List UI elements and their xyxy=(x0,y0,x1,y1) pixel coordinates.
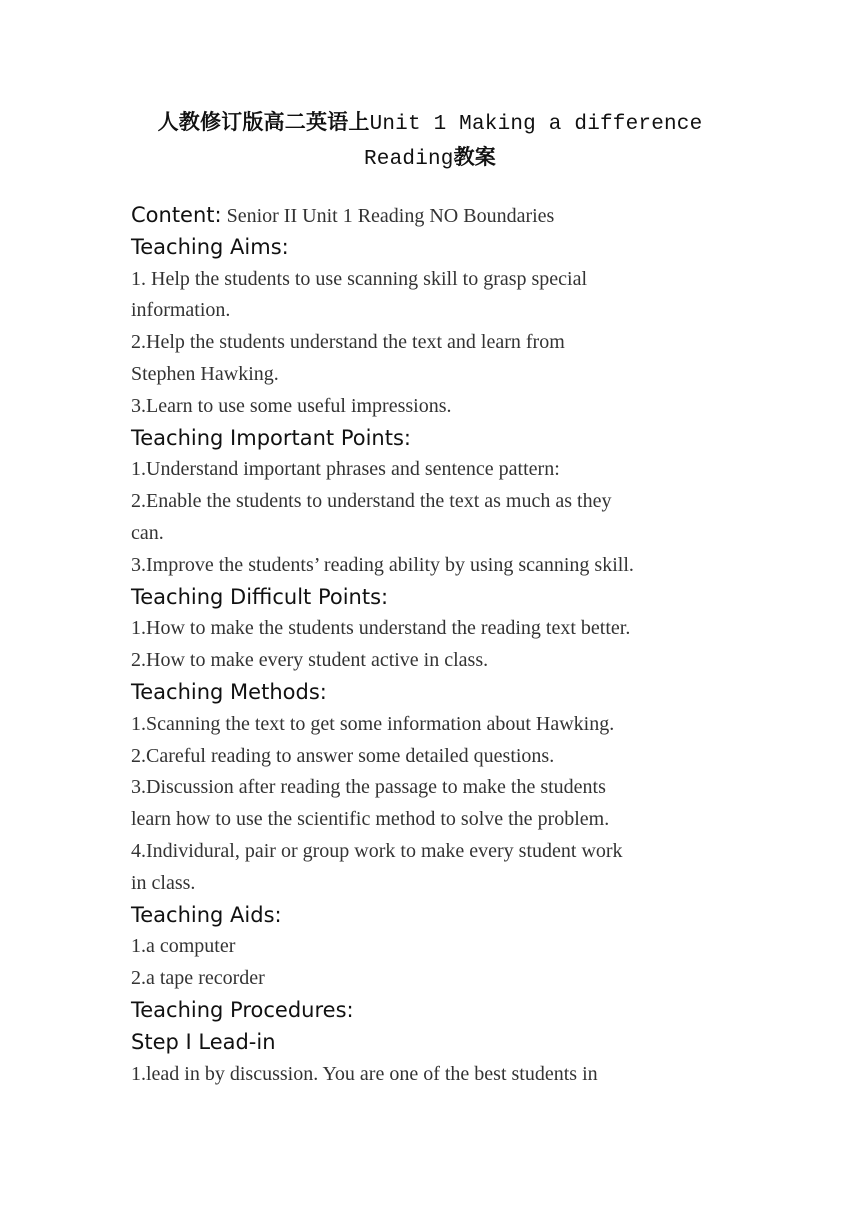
list-item: 1.Scanning the text to get some information about Hawking. xyxy=(131,712,615,735)
title-reading-part: Reading xyxy=(363,148,454,171)
list-item: in class. xyxy=(131,871,196,894)
title-line-2 xyxy=(0,141,860,176)
title-cn-part: 人教修订版高二英语上 xyxy=(157,109,370,134)
list-item: 1.Understand important phrases and sentence pattern: xyxy=(131,458,560,481)
section-heading-methods: Teaching Methods: xyxy=(131,679,327,704)
list-item: 1. Help the students to use scanning skill to grasp special xyxy=(131,267,588,290)
title-line-1 xyxy=(0,106,860,141)
list-item: 3.Learn to use some useful impressions. xyxy=(131,394,452,417)
list-item: information. xyxy=(131,299,231,322)
list-item: 2.Careful reading to answer some detailed questions. xyxy=(131,744,555,767)
section-heading-procedures: Teaching Procedures: xyxy=(131,997,354,1022)
list-item: 2.Enable the students to understand the text as much as they xyxy=(131,490,612,513)
list-item: 3.Improve the students’ reading ability by using scanning skill. xyxy=(131,553,634,576)
title-jiaoan-part: 教案 xyxy=(453,144,497,169)
list-item: can. xyxy=(131,521,164,544)
list-item: 3.Discussion after reading the passage to make the students xyxy=(131,776,606,799)
list-item: 1.lead in by discussion. You are one of the best students in xyxy=(131,1062,598,1085)
section-heading-step-1: Step I Lead-in xyxy=(131,1029,276,1054)
content-label: Content: xyxy=(131,203,222,227)
list-item: 4.Individural, pair or group work to make every student work xyxy=(131,839,623,862)
list-item: 1.a computer xyxy=(131,935,236,958)
list-item: 2.Help the students understand the text and learn from xyxy=(131,331,565,354)
list-item: 1.How to make the students understand the reading text better. xyxy=(131,617,631,640)
section-heading-difficult-points: Teaching Difficult Points: xyxy=(131,584,389,609)
title-en-part: Unit 1 Making a difference xyxy=(369,113,703,136)
section-heading-aids: Teaching Aids: xyxy=(131,902,282,927)
content-value: Senior II Unit 1 Reading NO Boundaries xyxy=(221,205,555,227)
section-heading-important-points: Teaching Important Points: xyxy=(131,425,411,450)
list-item: learn how to use the scientific method to solve the problem. xyxy=(131,808,610,831)
list-item: Stephen Hawking. xyxy=(131,362,279,385)
list-item: 2.a tape recorder xyxy=(131,967,265,990)
document-title xyxy=(0,106,860,176)
document-body xyxy=(131,200,743,1090)
section-heading-aims: Teaching Aims: xyxy=(131,234,289,259)
content-row xyxy=(131,200,743,232)
list-item: 2.How to make every student active in class. xyxy=(131,649,489,672)
